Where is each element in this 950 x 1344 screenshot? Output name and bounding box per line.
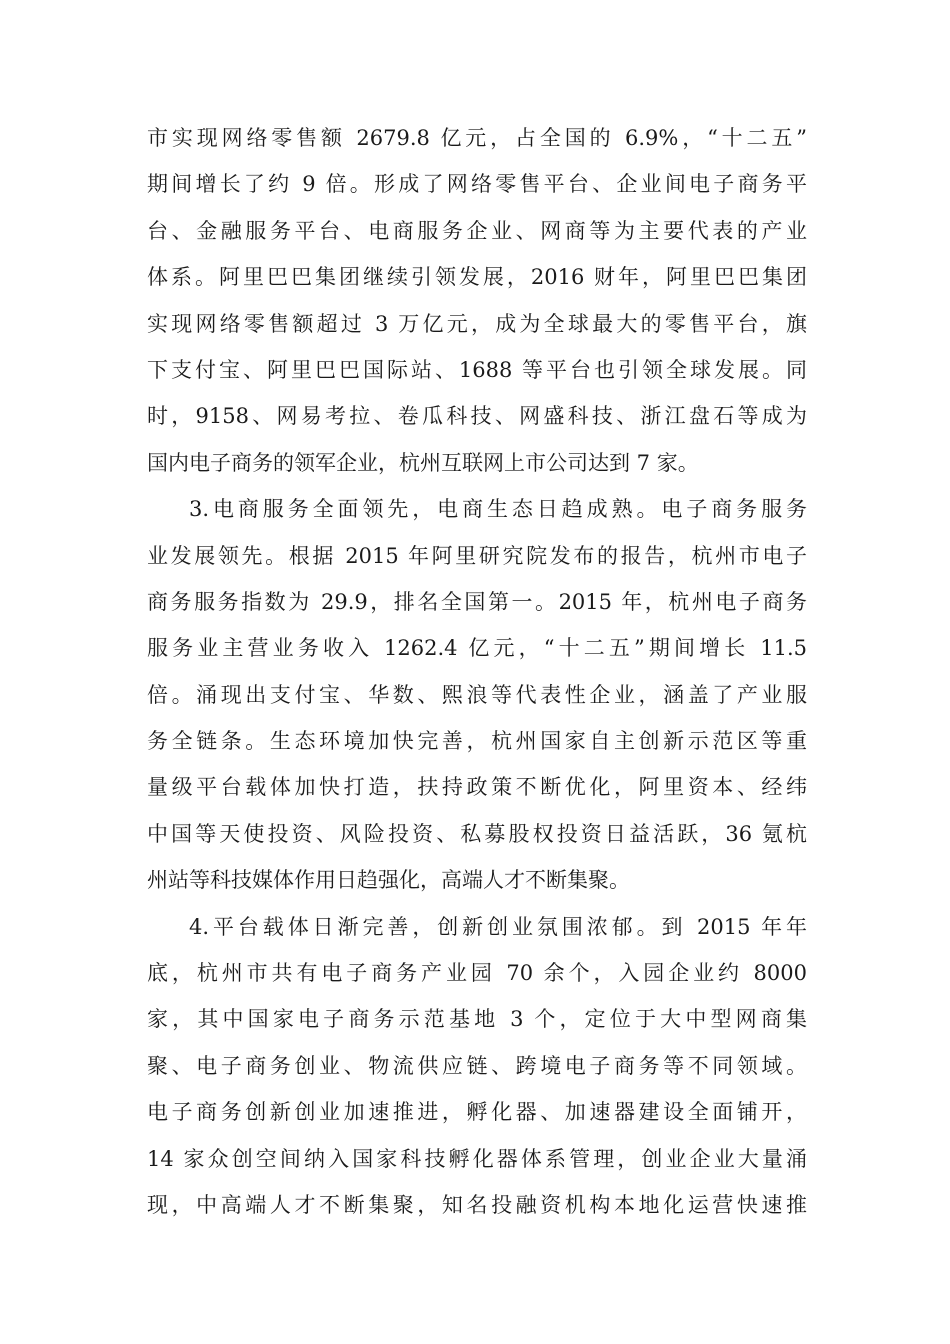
text-line: 电子商务创新创业加速推进，孵化器、加速器建设全面铺开，: [147, 1100, 807, 1125]
text-line: 期间增长了约 9 倍。形成了网络零售平台、企业间电子商务平: [147, 172, 807, 197]
text-line: 体系。阿里巴巴集团继续引领发展，2016 财年，阿里巴巴集团: [147, 265, 807, 290]
text-line: 中国等天使投资、风险投资、私募股权投资日益活跃，36 氪杭: [147, 821, 807, 846]
text-line: 现，中高端人才不断集聚，知名投融资机构本地化运营快速推: [147, 1192, 807, 1217]
text-line: 台、金融服务平台、电商服务企业、网商等为主要代表的产业: [147, 218, 807, 243]
text-line: 4.平台载体日渐完善，创新创业氛围浓郁。到 2015 年年: [189, 914, 807, 939]
text-line: 务全链条。生态环境加快完善，杭州国家自主创新示范区等重: [147, 729, 807, 754]
text-line: 州站等科技媒体作用日趋强化，高端人才不断集聚。: [147, 868, 630, 893]
text-line: 下支付宝、阿里巴巴国际站、1688 等平台也引领全球发展。同: [147, 357, 807, 382]
text-line: 商务服务指数为 29.9，排名全国第一。2015 年，杭州电子商务: [147, 589, 807, 614]
text-line: 倍。涌现出支付宝、华数、熙浪等代表性企业，涵盖了产业服: [147, 682, 807, 707]
text-line: 3.电商服务全面领先，电商生态日趋成熟。电子商务服务: [189, 497, 807, 522]
text-line: 底，杭州市共有电子商务产业园 70 余个，入园企业约 8000: [147, 961, 807, 986]
text-line: 市实现网络零售额 2679.8 亿元，占全国的 6.9%，“十二五”: [147, 126, 807, 150]
body-text: [147, 115, 807, 1228]
text-line: 业发展领先。根据 2015 年阿里研究院发布的报告，杭州市电子: [147, 543, 807, 568]
text-line: 时，9158、网易考拉、卷瓜科技、网盛科技、浙江盘石等成为: [147, 404, 807, 429]
text-line: 国内电子商务的领军企业，杭州互联网上市公司达到 7 家。: [147, 450, 699, 475]
text-line: 家，其中国家电子商务示范基地 3 个，定位于大中型网商集: [147, 1007, 807, 1032]
text-line: 服务业主营业务收入 1262.4 亿元，“十二五”期间增长 11.5: [147, 636, 807, 661]
text-line: 14 家众创空间纳入国家科技孵化器体系管理，创业企业大量涌: [147, 1146, 807, 1171]
text-line: 聚、电子商务创业、物流供应链、跨境电子商务等不同领域。: [147, 1053, 807, 1078]
text-line: 实现网络零售额超过 3 万亿元，成为全球最大的零售平台，旗: [147, 311, 807, 336]
text-line: 量级平台载体加快打造，扶持政策不断优化，阿里资本、经纬: [147, 775, 807, 800]
